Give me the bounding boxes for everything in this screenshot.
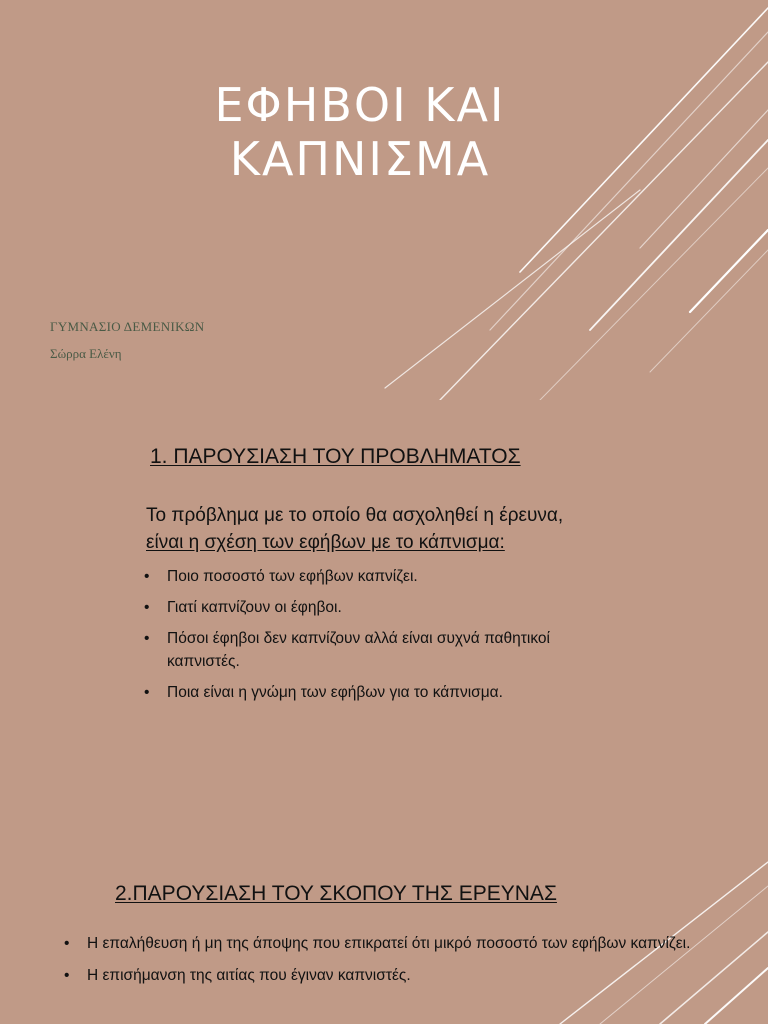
list-item <box>144 565 627 588</box>
bullet-icon: • <box>144 684 150 701</box>
list-item-text: Ποια είναι η γνώμη των εφήβων για το κάπνισμα. <box>167 684 503 701</box>
problem-slide <box>0 400 768 840</box>
list-item-text: Γιατί καπνίζουν οι έφηβοι. <box>167 599 342 616</box>
list-item-text: Η επαλήθευση ή μη της άποψης που επικρατεί ότι μικρό ποσοστό των εφήβων καπνίζει. <box>87 935 691 952</box>
list-item <box>64 932 697 955</box>
list-item-text: Η επισήμανση της αιτίας που έγιναν καπνιστές. <box>87 967 411 984</box>
list-item-text: Πόσοι έφηβοι δεν καπνίζουν αλλά είναι συχνά παθητικοί καπνιστές. <box>167 630 550 670</box>
intro-line-2: είναι η σχέση των εφήβων με το κάπνισμα: <box>146 532 505 553</box>
intro-line-1: Το πρόβλημα με το οποίο θα ασχοληθεί η έρευνα, <box>146 505 564 526</box>
list-item <box>144 596 627 619</box>
list-item-text: Ποιο ποσοστό των εφήβων καπνίζει. <box>167 568 418 585</box>
bullet-icon: • <box>64 967 70 984</box>
problem-heading: 1. ΠΑΡΟΥΣΙΑΣΗ ΤΟΥ ΠΡΟΒΛΗΜΑΤΟΣ <box>150 445 521 468</box>
problem-intro <box>146 502 666 556</box>
list-item <box>64 964 697 987</box>
title-line-2: ΚΑΠΝΙΣΜΑ <box>229 132 491 186</box>
purpose-slide <box>0 840 768 1024</box>
school-name: ΓΥΜΝΑΣΙΟ ΔΕΜΕΝΙΚΩΝ <box>50 319 205 334</box>
bullet-icon: • <box>144 630 150 647</box>
decorative-diagonal-lines <box>0 0 768 400</box>
list-item <box>144 681 627 704</box>
problem-bullet-list <box>144 565 627 712</box>
purpose-bullet-list <box>64 932 697 996</box>
bullet-icon: • <box>64 935 70 952</box>
bullet-icon: • <box>144 568 150 585</box>
author-name: Σώρρα Ελένη <box>50 346 122 361</box>
title-line-1: ΕΦΗΒΟΙ ΚΑΙ <box>214 78 506 132</box>
title-slide <box>0 0 768 400</box>
presentation-title <box>90 78 630 186</box>
list-item <box>144 627 627 673</box>
purpose-heading: 2.ΠΑΡΟΥΣΙΑΣΗ ΤΟΥ ΣΚΟΠΟΥ ΤΗΣ ΕΡΕΥΝΑΣ <box>115 882 557 905</box>
bullet-icon: • <box>144 599 150 616</box>
